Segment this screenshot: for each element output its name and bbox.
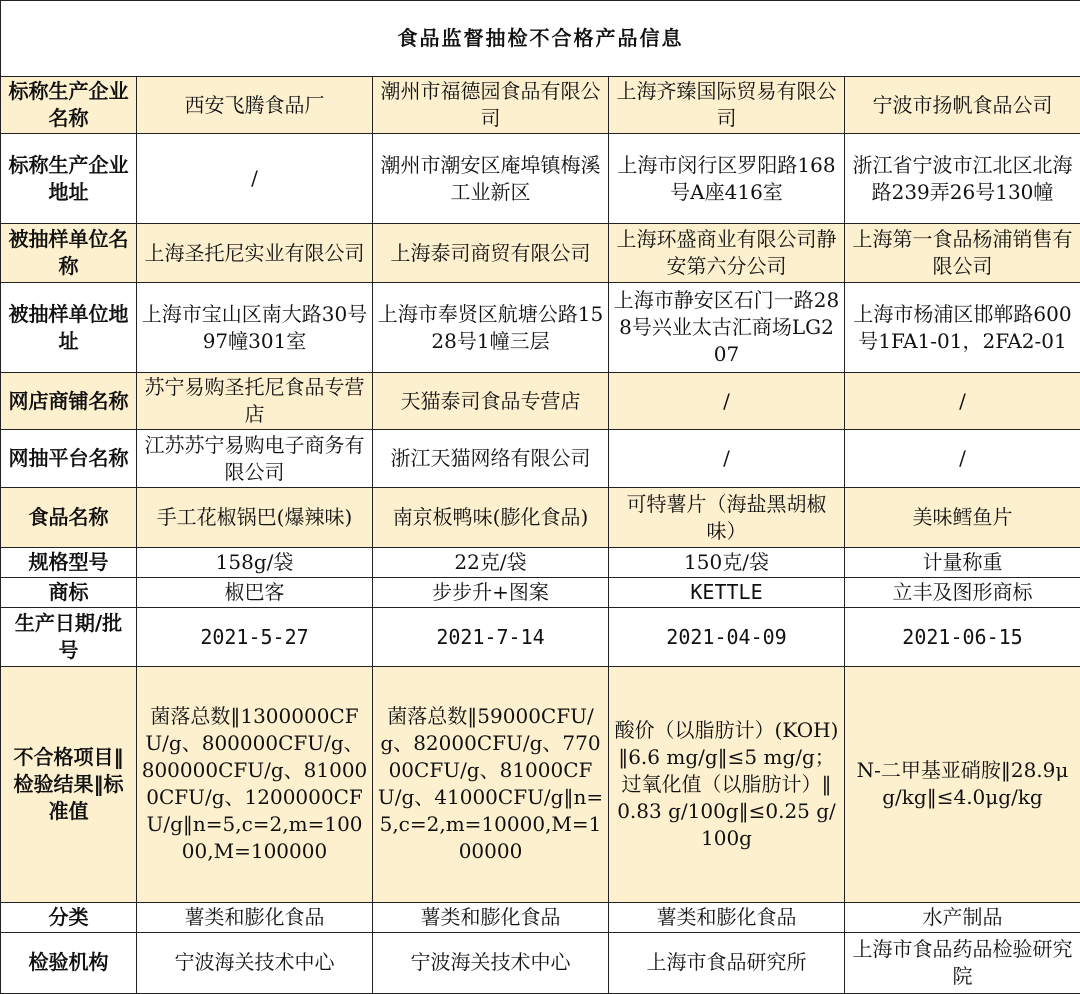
table-cell: 可特薯片（海盐黑胡椒味） [609, 488, 845, 548]
table-cell: 上海市食品研究所 [609, 932, 845, 993]
table-cell: 手工花椒锅巴(爆辣味) [137, 488, 373, 548]
table-row [1, 224, 1080, 283]
table-cell: 潮州市福德园食品有限公司 [373, 77, 609, 134]
table-cell: 浙江天猫网络有限公司 [373, 430, 609, 488]
table-cell: 2021-5-27 [137, 608, 373, 666]
table-cell: 薯类和膨化食品 [609, 902, 845, 932]
table-row [1, 666, 1080, 902]
table-cell: 天猫泰司食品专营店 [373, 373, 609, 430]
table-cell: 江苏苏宁易购电子商务有限公司 [137, 430, 373, 488]
table-cell: 150克/袋 [609, 548, 845, 578]
row-label: 生产日期/批号 [1, 608, 137, 666]
table-row [1, 77, 1080, 134]
table-cell: 22克/袋 [373, 548, 609, 578]
table-cell: 上海市食品药品检验研究院 [845, 932, 1080, 993]
table-cell: 宁波市扬帆食品公司 [845, 77, 1080, 134]
table-cell: 上海环盛商业有限公司静安第六分公司 [609, 224, 845, 283]
table-row [1, 430, 1080, 488]
table-cell: 上海市杨浦区邯郸路600号1FA1-01，2FA2-01 [845, 283, 1080, 373]
table-cell: KETTLE [609, 578, 845, 608]
table-cell: 上海市奉贤区航塘公路1528号1幢三层 [373, 283, 609, 373]
table-cell: 2021-7-14 [373, 608, 609, 666]
table-row [1, 578, 1080, 608]
table-cell: N-二甲基亚硝胺‖28.9μg/kg‖≤4.0μg/kg [845, 666, 1080, 902]
row-label: 网店商铺名称 [1, 373, 137, 430]
table-cell: / [845, 430, 1080, 488]
table-cell: 菌落总数‖1300000CFU/g、800000CFU/g、800000CFU/g、810000CFU/g、1200000CFU/g‖n=5,c=2,m=10000,M=100000 [137, 666, 373, 902]
table-cell: 2021-04-09 [609, 608, 845, 666]
table-cell: / [845, 373, 1080, 430]
table-cell: 苏宁易购圣托尼食品专营店 [137, 373, 373, 430]
table-cell: 上海泰司商贸有限公司 [373, 224, 609, 283]
table-cell: 158g/袋 [137, 548, 373, 578]
row-label: 被抽样单位名称 [1, 224, 137, 283]
table-cell: 计量称重 [845, 548, 1080, 578]
row-label: 标称生产企业名称 [1, 77, 137, 134]
table-cell: 宁波海关技术中心 [137, 932, 373, 993]
table-cell: 美味鳕鱼片 [845, 488, 1080, 548]
table-cell: 薯类和膨化食品 [137, 902, 373, 932]
table-title: 食品监督抽检不合格产品信息 [1, 1, 1080, 77]
table-cell: / [137, 134, 373, 224]
table-cell: 椒巴客 [137, 578, 373, 608]
table-cell: 步步升+图案 [373, 578, 609, 608]
table-row [1, 283, 1080, 373]
table-cell: / [609, 373, 845, 430]
table-row [1, 608, 1080, 666]
row-label: 不合格项目‖检验结果‖标准值 [1, 666, 137, 902]
table-cell: 潮州市潮安区庵埠镇梅溪工业新区 [373, 134, 609, 224]
table-cell: 菌落总数‖59000CFU/g、82000CFU/g、77000CFU/g、81000CFU/g、41000CFU/g‖n=5,c=2,m=10000,M=100000 [373, 666, 609, 902]
row-label: 检验机构 [1, 932, 137, 993]
table-row [1, 902, 1080, 932]
table-cell: / [609, 430, 845, 488]
table-cell: 上海齐臻国际贸易有限公司 [609, 77, 845, 134]
row-label: 商标 [1, 578, 137, 608]
row-label: 标称生产企业地址 [1, 134, 137, 224]
row-label: 分类 [1, 902, 137, 932]
table-cell: 上海市闵行区罗阳路168号A座416室 [609, 134, 845, 224]
table-row [1, 134, 1080, 224]
table-cell: 上海圣托尼实业有限公司 [137, 224, 373, 283]
table-row [1, 373, 1080, 430]
table-cell: 酸价（以脂肪计）(KOH)‖6.6 mg/g‖≤5 mg/g；过氧化值（以脂肪计）‖0.83 g/100g‖≤0.25 g/100g [609, 666, 845, 902]
table-row [1, 488, 1080, 548]
table-cell: 浙江省宁波市江北区北海路239弄26号130幢 [845, 134, 1080, 224]
table-row [1, 932, 1080, 993]
table-cell: 上海市静安区石门一路288号兴业太古汇商场LG207 [609, 283, 845, 373]
row-label: 网抽平台名称 [1, 430, 137, 488]
table-cell: 西安飞腾食品厂 [137, 77, 373, 134]
table-cell: 2021-06-15 [845, 608, 1080, 666]
table-row [1, 548, 1080, 578]
row-label: 规格型号 [1, 548, 137, 578]
row-label: 被抽样单位地址 [1, 283, 137, 373]
table-cell: 宁波海关技术中心 [373, 932, 609, 993]
table-cell: 水产制品 [845, 902, 1080, 932]
row-label: 食品名称 [1, 488, 137, 548]
table-cell: 立丰及图形商标 [845, 578, 1080, 608]
table-cell: 薯类和膨化食品 [373, 902, 609, 932]
table-cell: 南京板鸭味(膨化食品) [373, 488, 609, 548]
table-cell: 上海第一食品杨浦销售有限公司 [845, 224, 1080, 283]
table-cell: 上海市宝山区南大路30号97幢301室 [137, 283, 373, 373]
